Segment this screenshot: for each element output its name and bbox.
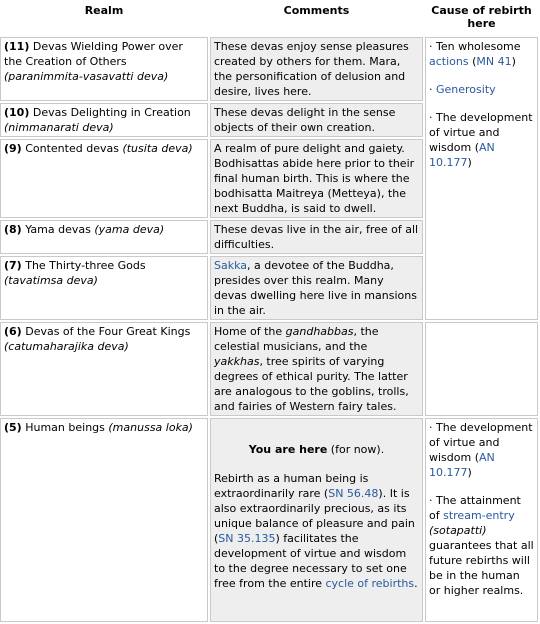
header-realm: Realm	[84, 4, 124, 17]
realm-number: (6)	[4, 325, 22, 338]
comment-cell	[210, 103, 423, 137]
cause-text: · The attainment of	[429, 494, 521, 522]
realm-cell	[0, 103, 208, 137]
realm-cell	[0, 37, 208, 101]
comment-text: Rebirth as a human being is extraordinarily rare (	[214, 472, 369, 500]
realm-name: Contented devas	[25, 142, 119, 155]
sotapatti-italic: (sotapatti)	[429, 524, 487, 537]
realm-pali: (catumaharajika deva)	[4, 340, 129, 353]
realm-cell	[0, 322, 208, 416]
stream-entry-link[interactable]: stream-entry	[443, 509, 515, 522]
you-are-here-bold: You are here	[248, 443, 328, 456]
realm-cell	[0, 139, 208, 218]
human-rebirth-paragraph	[214, 471, 419, 591]
table-row	[0, 322, 538, 416]
header-row	[0, 2, 538, 35]
cause-text: )	[467, 466, 472, 479]
comment-cell	[210, 322, 423, 416]
realm-pali: (nimmanarati deva)	[4, 121, 114, 134]
realm-number: (10)	[4, 106, 30, 119]
comment-text: These devas enjoy sense pleasures created by others for them. Mara, the personification of delusion and desire, lives here.	[214, 40, 409, 98]
cause-text: · The development of virtue and wisdom (	[429, 421, 533, 464]
realm-cell	[0, 220, 208, 254]
comment-text: These devas live in the air, free of all difficulties.	[214, 223, 419, 251]
cause-text: ·	[429, 83, 436, 96]
cause-text: (	[468, 55, 477, 68]
comment-text: ) facilitates the development of virtue and wisdom to the degree necessary to set one free from the entire	[214, 532, 407, 590]
generosity-link[interactable]: Generosity	[436, 83, 496, 96]
comment-cell	[210, 220, 423, 254]
realm-number: (5)	[4, 421, 22, 434]
comment-cell	[210, 418, 423, 622]
comment-text: ). It is also extraordinarily precious, as its unique balance of pleasure and pain (	[214, 487, 415, 545]
realm-name: Human beings	[25, 421, 105, 434]
cause-item	[429, 39, 534, 69]
comment-cell	[210, 37, 423, 101]
comment-italic: gandhabbas	[285, 325, 354, 338]
actions-link[interactable]: actions	[429, 55, 469, 68]
comment-text: A realm of pure delight and gaiety. Bodhisattas abide here prior to their final human birth. This is where the bodhisatta Maitreya (Metteya), the next Buddha, is said to dwell.	[214, 142, 415, 215]
comment-cell	[210, 256, 423, 320]
an10177-link[interactable]: AN 10.177	[429, 141, 495, 169]
cause-text: guarantees that all future rebirths will be in the human or higher realms.	[429, 539, 534, 597]
comment-cell	[210, 139, 423, 218]
header-cause: Cause of rebirth here	[431, 4, 532, 30]
sakka-link[interactable]: Sakka	[214, 259, 248, 272]
cause-text: · The development of virtue and wisdom (	[429, 111, 533, 154]
realm-pali: (yama deva)	[94, 223, 165, 236]
table-row	[0, 418, 538, 622]
cause-text: )	[467, 156, 472, 169]
cause-cell-human	[425, 418, 538, 622]
realm-name: Yama devas	[25, 223, 91, 236]
comment-text: , tree spirits of varying degrees of ethical purity. The latter are analogous to the goblins, trolls, and fairies of Western fairy tales.	[214, 355, 409, 413]
header-comments: Comments	[283, 4, 350, 17]
comment-text: , the celestial musicians, and the	[214, 325, 379, 353]
realm-pali: (paranimmita-vasavatti deva)	[4, 70, 169, 83]
mn41-link[interactable]: MN 41	[476, 55, 512, 68]
sn5648-link[interactable]: SN 56.48	[328, 487, 379, 500]
realm-name: Devas Delighting in Creation	[32, 106, 191, 119]
cause-text: · Ten wholesome	[429, 40, 521, 53]
comment-text: These devas delight in the sense objects of their own creation.	[214, 106, 396, 134]
cause-item	[429, 493, 534, 598]
cause-cell-empty	[425, 322, 538, 416]
sn35135-link[interactable]: SN 35.135	[218, 532, 276, 545]
realm-number: (8)	[4, 223, 22, 236]
realm-name: The Thirty-three Gods	[25, 259, 146, 272]
cause-cell-deva	[425, 37, 538, 320]
realm-number: (11)	[4, 40, 30, 53]
cause-item	[429, 420, 534, 480]
cause-item	[429, 82, 534, 97]
realm-cell	[0, 256, 208, 320]
comment-italic: yakkhas	[214, 355, 260, 368]
cause-item	[429, 110, 534, 170]
realm-name: Devas of the Four Great Kings	[25, 325, 191, 338]
cause-text: )	[511, 55, 516, 68]
realm-pali: (tavatimsa deva)	[4, 274, 98, 287]
an10177-link[interactable]: AN 10.177	[429, 451, 495, 479]
you-are-here-rest: (for now).	[327, 443, 385, 456]
realm-number: (9)	[4, 142, 22, 155]
comment-text: Home of the	[214, 325, 286, 338]
realm-pali: (manussa loka)	[108, 421, 193, 434]
comment-text: , a devotee of the Buddha, presides over this realm. Many devas dwelling here live in mansions in the air.	[214, 259, 417, 317]
cycle-of-rebirths-link[interactable]: cycle of rebirths	[325, 577, 415, 590]
you-are-here	[214, 442, 419, 457]
realm-pali: (tusita deva)	[122, 142, 193, 155]
comment-text: .	[414, 577, 418, 590]
realm-cell	[0, 418, 208, 622]
realm-number: (7)	[4, 259, 22, 272]
table-row	[0, 37, 538, 101]
realm-name: Devas Wielding Power over the Creation of Others	[4, 40, 183, 68]
